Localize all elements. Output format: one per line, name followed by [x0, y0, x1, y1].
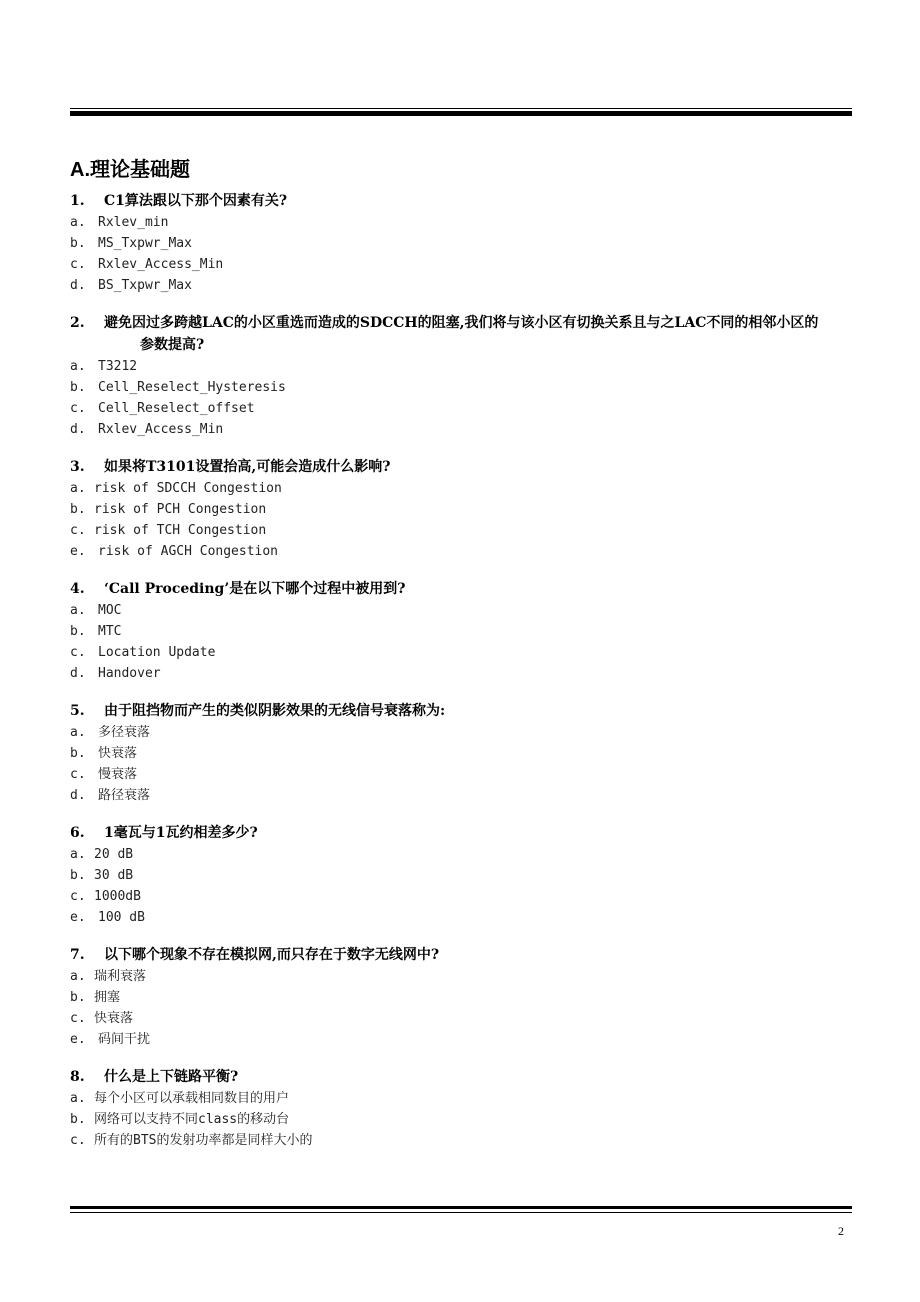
option-text: Handover: [98, 666, 161, 681]
question-block: [70, 822, 852, 928]
option-text: MS_Txpwr_Max: [98, 236, 192, 251]
option-label: a.: [70, 481, 86, 496]
option-item: [70, 987, 852, 1008]
option-text: Rxlev_Access_Min: [98, 422, 224, 437]
option-label: a.: [70, 215, 86, 230]
option-text: 所有的BTS的发射功率都是同样大小的: [94, 1133, 313, 1148]
question-text: [70, 700, 852, 722]
option-text: Rxlev_Access_Min: [98, 257, 224, 272]
option-label: e.: [70, 1032, 86, 1047]
question-stem: 1毫瓦与1瓦约相差多少?: [104, 825, 258, 841]
option-item: [70, 743, 852, 764]
question-text: [70, 822, 852, 844]
question-stem: 如果将T3101设置抬高,可能会造成什么影响?: [104, 459, 391, 475]
question-number: 4.: [70, 581, 85, 597]
option-text: MTC: [98, 624, 122, 639]
option-text: 快衰落: [94, 1011, 134, 1026]
option-label: b.: [70, 380, 86, 395]
question-block: [70, 578, 852, 684]
option-label: c.: [70, 645, 86, 660]
option-text: 快衰落: [98, 746, 138, 761]
option-item: [70, 233, 852, 254]
question-stem: ‘Call Proceding’是在以下哪个过程中被用到?: [104, 581, 406, 597]
option-item: [70, 520, 852, 541]
footer-rule-thin: [70, 1212, 852, 1213]
option-text: 20 dB: [94, 847, 134, 862]
option-label: c.: [70, 889, 86, 904]
question-number: 5.: [70, 703, 85, 719]
option-item: [70, 600, 852, 621]
option-label: b.: [70, 990, 86, 1005]
question-number: 6.: [70, 825, 85, 841]
option-label: a.: [70, 725, 86, 740]
option-label: b.: [70, 746, 86, 761]
option-item: [70, 844, 852, 865]
section-title: A.理论基础题: [70, 159, 190, 181]
option-item: [70, 907, 852, 928]
option-item: [70, 212, 852, 233]
option-item: [70, 541, 852, 562]
option-text: 慢衰落: [98, 767, 138, 782]
question-block: [70, 190, 852, 296]
question-text: [70, 456, 852, 478]
option-item: [70, 419, 852, 440]
option-item: [70, 886, 852, 907]
option-item: [70, 1008, 852, 1029]
question-stem: 由于阻挡物而产生的类似阴影效果的无线信号衰落称为:: [104, 703, 446, 719]
question-block: [70, 1066, 852, 1151]
question-list: [70, 190, 852, 1167]
question-text: [70, 1066, 852, 1088]
option-item: [70, 254, 852, 275]
header-rule-thick: [70, 111, 852, 116]
question-number: 2.: [70, 315, 85, 331]
option-label: d.: [70, 278, 86, 293]
option-item: [70, 398, 852, 419]
option-text: BS_Txpwr_Max: [98, 278, 192, 293]
option-item: [70, 1029, 852, 1050]
footer-rule-thick: [70, 1206, 852, 1209]
question-stem: C1算法跟以下那个因素有关?: [104, 193, 288, 209]
option-label: e.: [70, 544, 86, 559]
question-number: 3.: [70, 459, 85, 475]
question-stem: 什么是上下链路平衡?: [104, 1069, 239, 1085]
option-item: [70, 642, 852, 663]
option-item: [70, 478, 852, 499]
option-text: Location Update: [98, 645, 216, 660]
option-text: 路径衰落: [98, 788, 151, 803]
option-label: a.: [70, 969, 86, 984]
option-label: c.: [70, 401, 86, 416]
option-label: b.: [70, 1112, 86, 1127]
option-text: 码间干扰: [98, 1032, 151, 1047]
question-text: [70, 312, 852, 356]
option-text: risk of SDCCH Congestion: [94, 481, 282, 496]
option-item: [70, 722, 852, 743]
question-block: [70, 456, 852, 562]
option-text: 瑞利衰落: [94, 969, 147, 984]
option-text: 100 dB: [98, 910, 145, 925]
question-block: [70, 944, 852, 1050]
option-text: 每个小区可以承载相同数目的用户: [94, 1091, 290, 1106]
option-label: d.: [70, 422, 86, 437]
option-label: a.: [70, 1091, 86, 1106]
option-label: c.: [70, 1133, 86, 1148]
option-label: a.: [70, 359, 86, 374]
option-text: 网络可以支持不同class的移动台: [94, 1112, 290, 1127]
option-text: risk of TCH Congestion: [94, 523, 267, 538]
option-item: [70, 865, 852, 886]
option-item: [70, 1088, 852, 1109]
question-number: 1.: [70, 193, 85, 209]
question-number: 7.: [70, 947, 85, 963]
page-number: 2: [838, 1224, 844, 1238]
header-rule-thin: [70, 108, 852, 109]
option-item: [70, 499, 852, 520]
option-label: d.: [70, 788, 86, 803]
option-text: 1000dB: [94, 889, 141, 904]
option-text: MOC: [98, 603, 122, 618]
option-item: [70, 764, 852, 785]
option-label: c.: [70, 767, 86, 782]
option-text: risk of PCH Congestion: [94, 502, 267, 517]
option-item: [70, 621, 852, 642]
option-item: [70, 356, 852, 377]
option-label: e.: [70, 910, 86, 925]
option-text: 拥塞: [94, 990, 121, 1005]
option-item: [70, 377, 852, 398]
question-text: [70, 578, 852, 600]
option-item: [70, 785, 852, 806]
option-item: [70, 1109, 852, 1130]
question-stem: 避免因过多跨越LAC的小区重选而造成的SDCCH的阻塞,我们将与该小区有切换关系且与之LAC不同的相邻小区的: [104, 315, 819, 331]
option-text: Cell_Reselect_offset: [98, 401, 255, 416]
question-stem-end: 参数提高?: [140, 337, 205, 353]
option-label: d.: [70, 666, 86, 681]
option-item: [70, 966, 852, 987]
option-item: [70, 275, 852, 296]
option-label: c.: [70, 1011, 86, 1026]
option-label: c.: [70, 523, 86, 538]
question-block: [70, 312, 852, 440]
option-label: b.: [70, 624, 86, 639]
question-number: 8.: [70, 1069, 85, 1085]
option-text: Cell_Reselect_Hysteresis: [98, 380, 286, 395]
question-block: [70, 700, 852, 806]
option-label: c.: [70, 257, 86, 272]
option-label: a.: [70, 847, 86, 862]
option-text: 多径衰落: [98, 725, 151, 740]
option-text: risk of AGCH Congestion: [98, 544, 279, 559]
question-text: [70, 190, 852, 212]
option-item: [70, 663, 852, 684]
option-label: b.: [70, 868, 86, 883]
question-stem: 以下哪个现象不存在模拟网,而只存在于数字无线网中?: [104, 947, 440, 963]
option-text: T3212: [98, 359, 138, 374]
option-label: b.: [70, 502, 86, 517]
option-label: a.: [70, 603, 86, 618]
question-text: [70, 944, 852, 966]
option-label: b.: [70, 236, 86, 251]
option-text: Rxlev_min: [98, 215, 169, 230]
option-text: 30 dB: [94, 868, 134, 883]
option-item: [70, 1130, 852, 1151]
